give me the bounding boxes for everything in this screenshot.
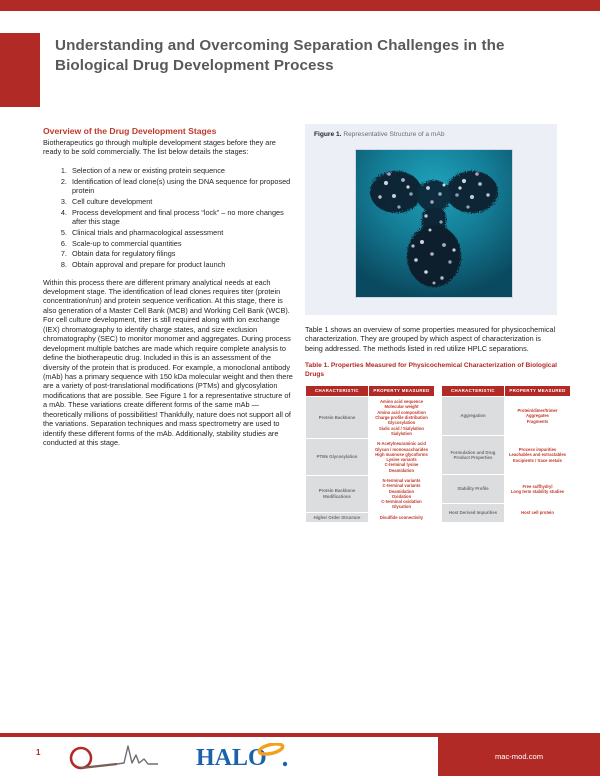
table-row: [306, 397, 435, 439]
table-header-row: [442, 385, 571, 397]
page-title: Understanding and Overcoming Separation Challenges in the Biological Drug Development Process: [55, 37, 505, 74]
properties-table-right: [441, 385, 571, 524]
property-item: Amino acid sequence: [379, 399, 424, 405]
cell-characteristic: Stability Profile: [442, 474, 505, 503]
title-red-accent-block: [0, 33, 40, 107]
table-title: Table 1. Properties Measured for Physicochemical Characterization of Biological Drugs: [305, 362, 557, 378]
halo-dot-icon: [283, 762, 287, 766]
table-row: [442, 503, 571, 522]
property-item: Long term stability studies: [510, 488, 565, 494]
right-column: [305, 124, 567, 523]
properties-tables: [305, 385, 567, 524]
property-item: Leachables and extractables: [508, 452, 567, 458]
cell-characteristic: Host Derived Impurities: [442, 503, 505, 522]
figure-caption-text: Representative Structure of a mAb: [343, 131, 445, 138]
list-item: 3. Cell culture development: [69, 197, 296, 207]
property-item: Glycan / monosaccharides: [374, 446, 429, 452]
table-row: [442, 397, 571, 436]
page-number: 1: [36, 748, 41, 757]
property-item: Deamidation: [388, 467, 415, 473]
property-item: Amino acid composition: [377, 409, 426, 415]
halo-brand-logo: [196, 743, 288, 770]
property-item: Excipients / trace metals: [513, 457, 562, 463]
cell-characteristic: Protein Backbone Modifications: [306, 476, 369, 513]
macmod-chromatogram-logo: [62, 741, 168, 771]
table-row: [306, 439, 435, 476]
list-item: 7. Obtain data for regulatory filings: [69, 249, 296, 259]
cell-characteristic: PTMs Glycosylation: [306, 439, 369, 476]
property-item: Sialic acid / Sialylation: [379, 425, 424, 431]
col-header-property: PROPERTY MEASURED: [505, 385, 571, 397]
figure-label: Figure 1.: [314, 131, 342, 138]
cell-properties: [505, 435, 571, 474]
table-intro-paragraph: Table 1 shows an overview of some properties measured for physicochemical characterization. They are grouped by which aspect of characterization is being addressed. The methods listed in red utilize HPLC separations.: [305, 325, 556, 353]
properties-table-left: [305, 385, 435, 524]
property-item: N-Acetylneuraminic acid: [377, 441, 426, 447]
property-item: Glycosylation: [387, 420, 416, 426]
top-red-rule: [0, 0, 600, 11]
cell-characteristic: Protein Backbone: [306, 397, 369, 439]
property-item: Sialylation: [391, 430, 412, 436]
intro-paragraph: Biotherapeutics go through multiple development stages before they are ready to be sold commercially. The list below details the stages:: [43, 138, 276, 157]
list-item: 6. Scale-up to commercial quantities: [69, 239, 296, 249]
col-header-characteristic: CHARACTERISTIC: [442, 385, 505, 397]
property-item: Aggregates: [525, 413, 550, 419]
cell-properties: [505, 503, 571, 522]
halo-wordmark: HALO: [196, 745, 267, 770]
property-item: C-terminal variants: [382, 483, 421, 489]
cell-properties: [369, 439, 435, 476]
property-item: Molecular weight: [384, 404, 419, 410]
list-item: 8. Obtain approval and prepare for product launch: [69, 260, 296, 270]
body-paragraph: Within this process there are different primary analytical needs at each development stage. The identification of lead clones requires titer (protein concentration/run) and protein sequence verification. At this stage, there is also generation of a Master Cell Bank (MCB) and Working Cell Bank (WCB). For cell culture development, titer is still required along with ion exchange (IEX) chromatography to identify charge states, and size exclusion chromatography (SEC) to monitor monomer and aggregates. During process development multiple batches are made which require complete analysis to define the biotherapeutic drug. Included in this is an assessment of the diversity of the protein that is produced. For example, a monoclonal antibody (mAb) has a primary sequence with 150 kDa molecular weight and then there are a variety of post-translational modifications (PTMs) and glycosylation modifications that are possible. See Figure 1 for a representative structure of a mAb. These variations create different forms of the same mAb — theoretically millions of possibilities! Thankfully, nature does not support all of the variations. Separation techniques and mass spectrometry are used to identify these different forms of the mAb. Additionally, stability studies are conducted at this stage.: [43, 277, 293, 448]
cell-properties: [505, 397, 571, 436]
table-row: [306, 512, 435, 522]
col-header-property: PROPERTY MEASURED: [369, 385, 435, 397]
cell-properties: [505, 474, 571, 503]
property-item: C-terminal oxidation: [381, 499, 422, 505]
cell-characteristic: Higher Order Structure: [306, 512, 369, 522]
table-row: [442, 435, 571, 474]
property-item: Deamidation: [388, 488, 415, 494]
section-heading: Overview of the Drug Development Stages: [43, 126, 217, 136]
antibody-molecule-icon: [356, 150, 512, 297]
property-item: High mannose glycoforms: [375, 451, 428, 457]
figure-panel: [305, 124, 557, 315]
property-item: Host cell protein: [521, 510, 554, 516]
property-item: Oxidation: [391, 493, 412, 499]
property-item: Charge profile distribution: [375, 415, 428, 421]
cell-properties: [369, 476, 435, 513]
property-item: Fragments: [526, 418, 549, 424]
col-header-characteristic: CHARACTERISTIC: [306, 385, 369, 397]
list-item: 2. Identification of lead clone(s) using the DNA sequence for proposed protein: [69, 177, 296, 196]
property-item: N-terminal variants: [382, 478, 421, 483]
mab-structure-image: [355, 149, 513, 298]
cell-properties: [369, 397, 435, 439]
property-item: Disulfide connectivity: [379, 514, 424, 520]
property-item: Free sulfhydryl: [522, 483, 553, 489]
property-item: Glycation: [391, 504, 412, 510]
property-item: Protein/dimer/trimer: [517, 408, 558, 414]
list-item: 1. Selection of a new or existing protein sequence: [69, 166, 296, 176]
development-stages-list: [43, 166, 296, 270]
footer-website[interactable]: mac-mod.com: [494, 752, 544, 761]
list-item: 4. Process development and final process “lock” – no more changes after this stage: [69, 208, 296, 227]
left-column: [43, 126, 296, 448]
table-header-row: [306, 385, 435, 397]
property-item: Lysine variants: [386, 457, 417, 463]
table-row: [442, 474, 571, 503]
table-row: [306, 476, 435, 513]
cell-characteristic: Formulation and Drug Product Properties: [442, 435, 505, 474]
cell-properties: [369, 512, 435, 522]
property-item: Process impurities: [518, 446, 557, 452]
property-item: C-terminal lysine: [384, 462, 419, 468]
cell-characteristic: Aggregation: [442, 397, 505, 436]
list-item: 5. Clinical trials and pharmacological assessment: [69, 228, 296, 238]
figure-caption: [314, 131, 444, 138]
